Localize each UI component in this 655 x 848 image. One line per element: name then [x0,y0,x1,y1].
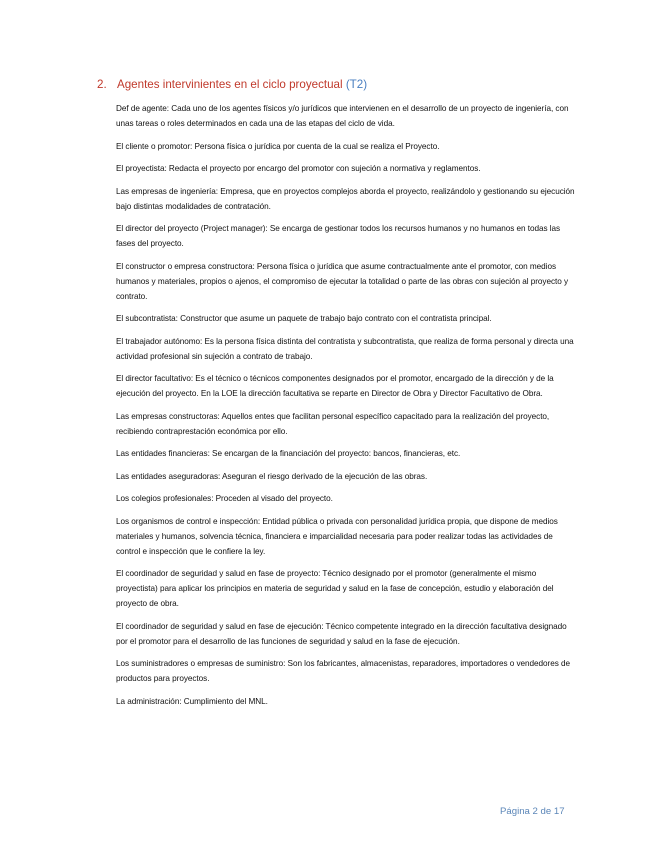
paragraph-administration: La administración: Cumplimiento del MNL. [116,696,268,706]
page-number: Página 2 de 17 [500,806,565,817]
paragraph-professional-colleges: Los colegios profesionales: Proceden al visado del proyecto. [116,494,333,503]
section-ref: (T2) [345,78,368,91]
paragraph-safety-coordinator-design: El coordinador de seguridad y salud en fase de proyecto: Técnico designado por el promotor (generalmente el mismo proyectista) para aplicar los principios en materia de seguridad y salud en la fase de concepción, estudio y elaboración del proyecto de obra. [116,569,554,608]
paragraph-financial-entities: Las entidades financieras: Se encargan de la financiación del proyecto: bancos, financieras, etc. [116,449,461,458]
paragraph-self-employed: El trabajador autónomo: Es la persona física distinta del contratista y subcontratista, que realiza de forma personal y directa una actividad profesional sin sujeción a contrato de trabajo. [116,336,574,361]
paragraph-agent-definition: Def de agente: Cada uno de los agentes físicos y/o jurídicos que intervienen en el desarrollo de un proyecto de ingeniería, con unas tareas o roles determinados en cada una de las etapas del ciclo de vida. [116,104,569,128]
paragraph-client: El cliente o promotor: Persona física o jurídica por cuenta de la cual se realiza el Proyecto. [116,141,440,151]
body-text [116,101,576,716]
paragraph-insurers: Las entidades aseguradoras: Aseguran el riesgo derivado de la ejecución de las obras. [116,471,428,481]
paragraph-control-bodies: Los organismos de control e inspección: Entidad pública o privada con personalidad jurídica propia, que dispone de medios materiales y humanos, solvencia técnica, financiera e imparcialidad necesaria para poder realizar todas las actividades de control e inspección que le confiere la ley. [116,516,558,556]
paragraph-construction-companies: Las empresas constructoras: Aquellos entes que facilitan personal específico capacitado para la realización del proyecto, recibiendo contraprestación económica por ello. [116,411,550,436]
paragraph-designer: El proyectista: Redacta el proyecto por encargo del promotor con sujeción a normativa y reglamentos. [116,164,481,173]
paragraph-safety-coordinator-execution: El coordinador de seguridad y salud en fase de ejecución: Técnico competente integrado en la dirección facultativa designado por el promotor para el desarrollo de las funciones de seguridad y salud en la fase de ejecución. [116,621,567,646]
paragraph-site-director: El director facultativo: Es el técnico o técnicos componentes designados por el promotor, encargado de la dirección y de la ejecución del proyecto. En la LOE la dirección facultativa se reparte en Director de Obra y Director Facultativo de Obra. [116,374,554,398]
paragraph-suppliers: Los suministradores o empresas de suministro: Son los fabricantes, almacenistas, reparadores, importadores o vendedores de productos para proyectos. [116,659,570,683]
section-title: Agentes intervinientes en el ciclo proyectual [117,78,343,91]
paragraph-project-manager: El director del proyecto (Project manager): Se encarga de gestionar todos los recursos humanos y no humanos en todas las fases del proyecto. [116,224,561,248]
paragraph-engineering-firms: Las empresas de ingeniería: Empresa, que en proyectos complejos aborda el proyecto, realizándolo y gestionando su ejecución bajo distintas modalidades de contratación. [116,186,575,211]
section-number: 2. [97,78,107,91]
paragraph-subcontractor: El subcontratista: Constructor que asume un paquete de trabajo bajo contrato con el contratista principal. [116,314,492,323]
section-heading [97,78,367,91]
paragraph-builder: El constructor o empresa constructora: Persona física o jurídica que asume contractualmente ante el promotor, con medios humanos y materiales, propios o ajenos, el compromiso de ejecutar la totalidad o parte de las obras con sujeción al proyecto y contrato. [116,261,568,301]
